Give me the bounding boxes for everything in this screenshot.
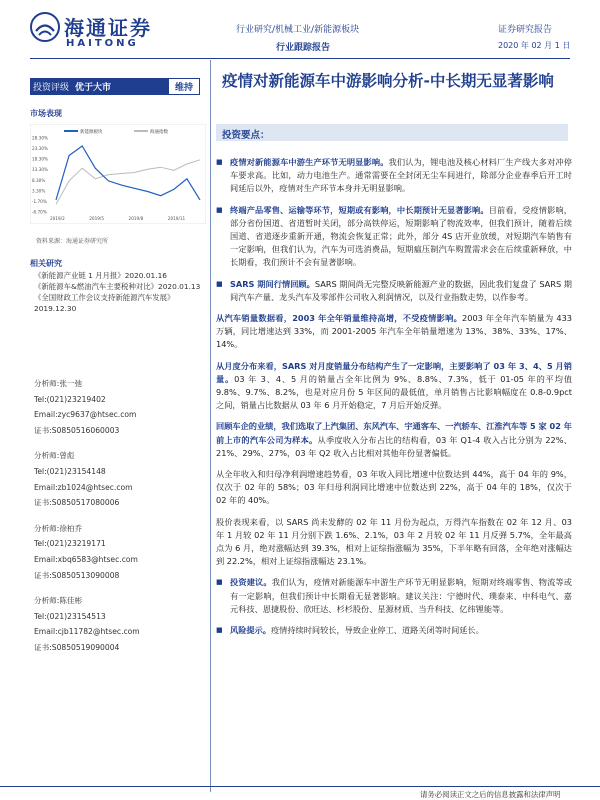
- paragraph-text: SARS 期间尚无完整反映新能源产业的数据，因此我们复盘了 SARS 期间汽车产量、龙头汽车及零部件公司收入利润情况，以及行业指数走势，以作参考。: [230, 278, 572, 302]
- analyst-name: 分析师:曾彪: [34, 451, 75, 461]
- column-divider: [210, 60, 211, 792]
- related-item[interactable]: 《全国财政工作会议支持新能源汽车发展》2019.12.30: [34, 293, 175, 313]
- related-research: [34, 270, 206, 314]
- disclaimer-note: 请务必阅读正文之后的信息披露和法律声明: [420, 790, 561, 799]
- report-header: [0, 0, 600, 60]
- y-tick-label: 8.30%: [32, 177, 46, 183]
- market-title: 市场表现: [30, 109, 62, 118]
- x-tick-label: 2019/2: [50, 216, 65, 221]
- x-tick-label: 2019/8: [128, 216, 144, 221]
- related-item[interactable]: 《新能源车&燃油汽车主要税种对比》2020.01.13: [34, 282, 201, 291]
- related-title: 相关研究: [30, 259, 62, 268]
- report-type: 行业跟踪报告: [276, 43, 331, 53]
- body-paragraph: [216, 156, 572, 196]
- paragraph-text: 我们认为，疫情对新能源车中游生产环节无明显影响，短期对终端零售、物流等或有一定影响，但我们预计中长期看无显著影响。建议关注：宁德时代、璞泰来、中科电气、嘉元科技、恩捷股份、欣旺达、杉杉股份、星源材质、当升科技、亿纬锂能等。: [230, 577, 572, 614]
- y-tick-label: 18.30%: [32, 156, 48, 162]
- y-tick-label: 3.30%: [32, 188, 46, 194]
- analyst-tel: Tel:(021)23154513: [34, 611, 106, 621]
- report-category: 证券研究报告: [498, 25, 553, 35]
- haitong-logo: [30, 12, 180, 52]
- analyst-email[interactable]: Email:zb1024@htsec.com: [34, 482, 133, 492]
- legend-sector: 新能源板块: [80, 130, 103, 135]
- analyst-cert: 证书:S0850513090008: [34, 570, 120, 580]
- analyst-cert: 证书:S0850516060003: [34, 425, 120, 435]
- legend-index: 海通指数: [150, 130, 168, 135]
- sector-label: 行业研究/机械工业/新能源板块: [236, 25, 360, 35]
- haitong-logo-icon: [30, 12, 60, 42]
- analyst-list: [34, 376, 206, 666]
- rating-label: 投资评级: [33, 83, 70, 93]
- paragraph-text: 2003 年全年汽车销量为 433 万辆，同比增速达到 33%，而 2001-2005 年汽车全年销量增速为 13%、38%、33%、17%、14%。: [216, 313, 573, 350]
- paragraph-lead: 投资建议。: [230, 577, 272, 588]
- body-paragraph: [216, 360, 572, 413]
- body-paragraph: [216, 420, 572, 460]
- body-paragraph: [216, 204, 572, 270]
- paragraph-text: 从季度收入分布占比的结构看，03 年 Q1-4 收入占比分别为 22%、21%、29%、27%，03 年 Q2 收入占比相对其他年份显著偏低。: [216, 434, 572, 458]
- rating-change: 维持: [169, 79, 199, 94]
- analyst-cert: 证书:S0850519090004: [34, 642, 120, 652]
- y-tick-label: 23.30%: [32, 146, 48, 152]
- x-tick-label: 2019/5: [89, 216, 105, 221]
- y-tick-label: 28.30%: [32, 135, 48, 141]
- rating-bar: [30, 78, 200, 95]
- paragraph-lead: 从汽车销量数据看，2003 年全年销量维持高增，不受疫情影响。: [216, 313, 463, 324]
- paragraph-text: 疫情持续时间较长，导致企业停工、道路关闭等时间延长。: [270, 625, 484, 636]
- rating-value: 优于大市: [75, 83, 112, 93]
- analyst-card: [34, 448, 206, 510]
- page-footer: [0, 786, 600, 800]
- analyst-name: 分析师:徐柏乔: [34, 523, 83, 533]
- analyst-card: [34, 376, 206, 438]
- analyst-tel: Tel:(021)23219171: [34, 539, 106, 549]
- paragraph-lead: 风险提示。: [230, 625, 271, 636]
- paragraph-text: 股价表现来看，以 SARS 尚未发酵的 02 年 11 月份为起点，万得汽车指数在 02 年 12 月、03 年 1 月较 02 年 11 月分别下跌 1.6%、2.1%，03 年 2 月较 02 年 11 月反弹 5.7%，全年最高点为 6 月，绝对涨幅达到 39.3%，相对上证综指涨幅为 35%，下半年略有回落，全年绝对涨幅达到 22.2%，相对上证综指涨幅达 23.1%。: [216, 516, 572, 567]
- paragraph-text: 我们认为，锂电池及核心材料厂生产线大多对冲停车要求高。比如，动力电池生产。通常需要在全封闭无尘车间进行，除部分企业春季后开工时间延后以外，疫情对生产环节本身并无明显影响。: [230, 157, 572, 194]
- header-divider: [30, 58, 570, 59]
- y-tick-label: -6.70%: [32, 209, 47, 215]
- paragraph-lead: 从月度分布来看，SARS 对月度销量分布结构产生了一定影响，主要影响了 03 年 3、4、5 月销量。: [216, 360, 572, 384]
- paragraph-lead: 疫情对新能源车中游生产环节无明显影响。: [230, 157, 389, 167]
- logo-text-en: HAITONG: [66, 38, 139, 49]
- key-points-title: 投资要点：: [222, 130, 270, 141]
- report-body: [216, 156, 572, 645]
- report-date: 2020 年 02 月 1 日: [498, 41, 571, 50]
- analyst-email[interactable]: Email:xbq6583@htsec.com: [34, 554, 138, 564]
- related-item[interactable]: 《新能源产业链 1 月月报》2020.01.16: [34, 271, 168, 280]
- series-line-index: [56, 160, 200, 204]
- paragraph-text: 目前看，受疫情影响，部分省份国道、省道暂时关闭，部分高铁停运，短期影响了物流效率，但我们预计，随着后续国道、省道逐步重新开通，物流会恢复正常；此外，部分 4S 店开业放缓，对短期汽车销售有一定影响，但我们认为，汽车为可选消费品，短期瘟压制汽车购置需求会在后续重新释放，中长期看，我们预计不会有显著影响。: [230, 204, 572, 268]
- analyst-email[interactable]: Email:cjb11782@htsec.com: [34, 627, 140, 637]
- paragraph-lead: 回顾车企的业绩，我们选取了上汽集团、东风汽车、宇通客车、一汽轿车、江淮汽车等 5 家 02 年前上市的汽车公司为样本。: [216, 421, 572, 445]
- analyst-tel: Tel:(021)23154148: [34, 466, 106, 476]
- paragraph-text: 03 年 3、4、5 月的销量占全年比例为 9%、8.8%、7.3%，低于 01-05 年的平均值 9.8%、9.7%、8.2%，也是对应月份 5 年区间的最低值，单月销售占比影响幅度在 0.8-0.9pct 之间，销量占比数据从 03 年 6 月开始稳定，7 月后开始反弹。: [216, 373, 572, 411]
- analyst-card: [34, 521, 206, 583]
- chart-source: 资料来源：海通证券研究所: [36, 238, 109, 245]
- y-tick-label: -1.70%: [32, 198, 47, 204]
- paragraph-lead: SARS 期间行情回顾。: [230, 278, 315, 289]
- x-tick-label: 2019/11: [167, 216, 186, 221]
- body-paragraph: [216, 624, 572, 637]
- body-paragraph: [216, 278, 572, 304]
- body-paragraph: [216, 576, 572, 616]
- analyst-name: 分析师:张一弛: [34, 379, 83, 388]
- analyst-name: 分析师:陈佳彬: [34, 596, 83, 606]
- market-chart: [30, 124, 206, 224]
- body-paragraph: [216, 468, 572, 508]
- key-points-banner: [216, 124, 568, 141]
- analyst-cert: 证书:S0850517080006: [34, 498, 120, 508]
- analyst-email[interactable]: Email:zyc9637@htsec.com: [34, 410, 137, 420]
- body-paragraph: [216, 312, 572, 352]
- body-paragraph: [216, 516, 572, 569]
- report-title: 疫情对新能源车中游影响分析-中长期无显著影响: [222, 72, 554, 90]
- paragraph-text: 从全年收入和归母净利润增速趋势看，03 年收入同比增速中位数达到 44%，高于 04 年的 9%，仅次于 02 年的 58%；03 年归母利润同比增速中位数达到 22%，高于 04 年的 18%，仅次于 02 年的 40%。: [216, 469, 572, 506]
- y-tick-label: 13.30%: [32, 167, 48, 173]
- analyst-card: [34, 593, 206, 655]
- analyst-tel: Tel:(021)23219402: [34, 394, 106, 404]
- paragraph-lead: 终端产品零售、运输等环节，短期或有影响，中长期预计无显著影响。: [230, 204, 489, 215]
- logo-text-cn: 海通证券: [64, 16, 152, 40]
